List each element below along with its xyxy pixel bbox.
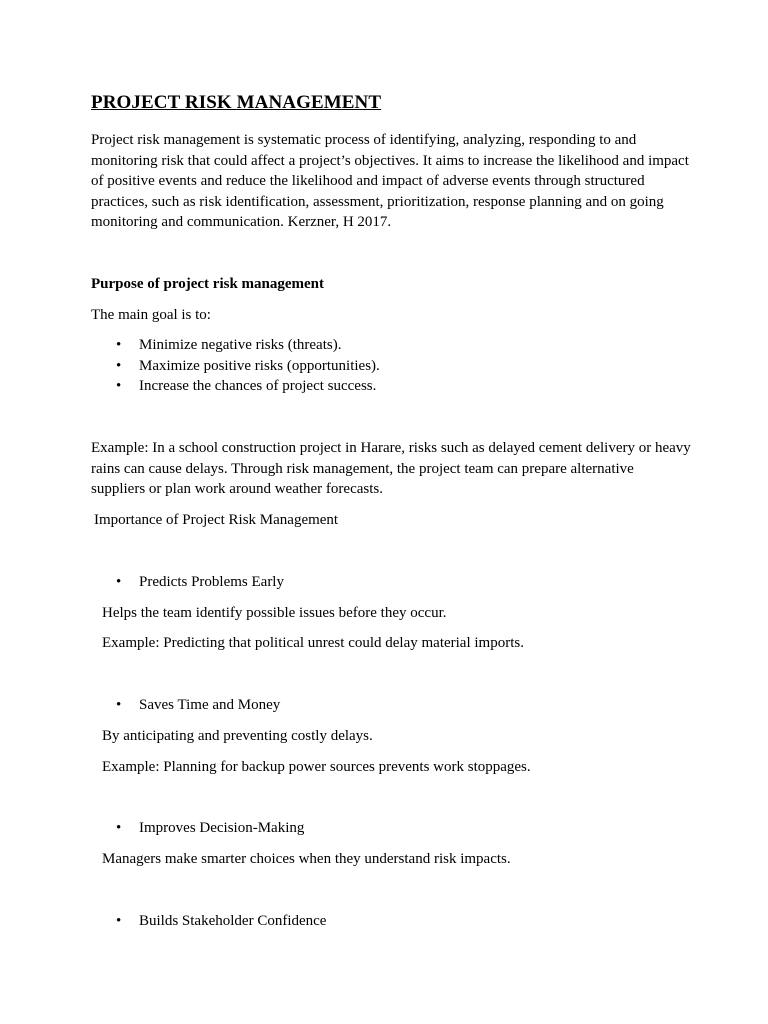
importance-example: Example: Predicting that political unrest could delay material imports. xyxy=(102,635,524,651)
list-item-text: Improves Decision-Making xyxy=(139,820,305,836)
example-paragraph: Example: In a school construction project in Harare, risks such as delayed cement delivery or heavy rains can cause delays. Through risk management, the project team can prepare alternative suppliers or plan work around weather forecasts. xyxy=(91,440,691,497)
bullet-icon: • xyxy=(116,357,122,374)
goals-list xyxy=(91,335,691,397)
list-item-text: Builds Stakeholder Confidence xyxy=(139,913,327,929)
list-item-text: Saves Time and Money xyxy=(139,697,281,713)
bullet-icon: • xyxy=(116,337,122,353)
list-item xyxy=(91,572,691,593)
list-item xyxy=(91,911,691,932)
list-item xyxy=(91,335,691,356)
importance-item-2 xyxy=(91,695,691,716)
list-item-text: Maximize positive risks (opportunities). xyxy=(139,357,380,374)
importance-description: Managers make smarter choices when they understand risk impacts. xyxy=(102,851,511,867)
list-item-text: Increase the chances of project success. xyxy=(139,378,377,394)
bullet-icon: • xyxy=(116,820,122,836)
list-item-text: Predicts Problems Early xyxy=(139,574,284,590)
page-title: PROJECT RISK MANAGEMENT xyxy=(91,92,382,113)
importance-description: Helps the team identify possible issues before they occur. xyxy=(102,605,447,621)
importance-item-4 xyxy=(91,911,691,932)
bullet-icon: • xyxy=(116,697,122,713)
list-item xyxy=(91,376,691,397)
list-item xyxy=(91,356,691,377)
importance-item-3 xyxy=(91,818,691,839)
purpose-heading: Purpose of project risk management xyxy=(91,276,325,292)
importance-item-1 xyxy=(91,572,691,593)
bullet-icon: • xyxy=(116,378,122,394)
list-item xyxy=(91,818,691,839)
bullet-icon: • xyxy=(116,574,122,590)
list-item xyxy=(91,695,691,716)
goal-lead-text: The main goal is to: xyxy=(91,307,211,323)
importance-description: By anticipating and preventing costly delays. xyxy=(102,728,373,744)
importance-example: Example: Planning for backup power sources prevents work stoppages. xyxy=(102,759,531,775)
bullet-icon: • xyxy=(116,913,122,929)
intro-paragraph: Project risk management is systematic process of identifying, analyzing, responding to and monitoring risk that could affect a project’s objectives. It aims to increase the likelihood and impact of positive events and reduce the likelihood and impact of adverse events through structured practices, such as risk identification, assessment, prioritization, response planning and on going monitoring and communication. Kerzner, H 2017. xyxy=(91,132,689,230)
list-item-text: Minimize negative risks (threats). xyxy=(139,337,342,353)
importance-heading: Importance of Project Risk Management xyxy=(94,512,339,528)
